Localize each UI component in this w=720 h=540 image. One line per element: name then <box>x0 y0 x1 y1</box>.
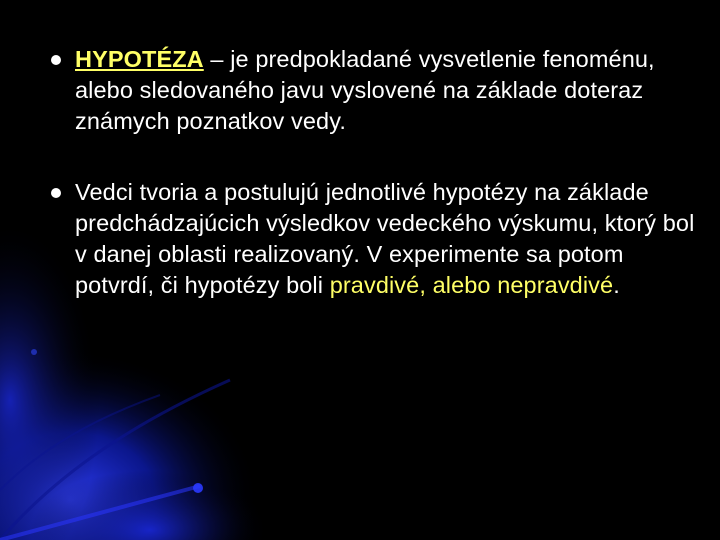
highlight-text: pravdivé, alebo nepravdivé <box>329 272 614 298</box>
bullet-item-hypothesis <box>48 44 698 137</box>
bullet-icon <box>51 55 61 65</box>
bullet-text <box>75 44 698 137</box>
end-punctuation: . <box>613 272 620 298</box>
body-text: Vedci tvoria a postulujú jednotlivé hypotézy na základe predchádzajúcich výsledkov vedeckého výskumu, ktorý bol v danej oblasti realizovaný. V experimente sa potom potvrdí, či hypotézy boli <box>75 179 695 298</box>
definition-text: – je predpokladané vysvetlenie fenoménu, alebo sledovaného javu vyslovené na základe doteraz známych poznatkov vedy. <box>75 46 655 134</box>
bullet-icon <box>51 188 61 198</box>
term-hypoteza: HYPOTÉZA <box>75 46 204 72</box>
bullet-text <box>75 177 698 301</box>
bullet-list <box>48 44 698 341</box>
bullet-item-scientists <box>48 177 698 301</box>
